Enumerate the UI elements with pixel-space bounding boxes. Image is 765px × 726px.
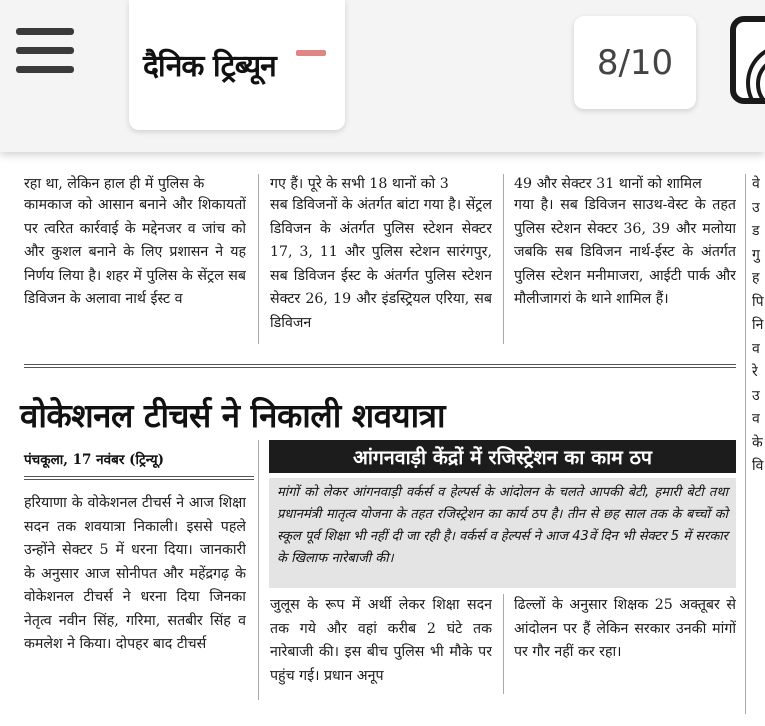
adjacent-column-char: व bbox=[752, 340, 760, 357]
hamburger-menu-icon[interactable] bbox=[16, 28, 76, 78]
adjacent-column-char: पि bbox=[752, 293, 764, 310]
column-divider bbox=[503, 174, 504, 344]
adjacent-column-char: व bbox=[752, 411, 760, 427]
adjacent-column-char: रे bbox=[752, 364, 758, 380]
adjacent-column-char: ह bbox=[752, 270, 760, 286]
epaper-page[interactable] bbox=[0, 152, 765, 726]
article-top-col3: गया है। सब डिविजन साउथ-वेस्ट के तहत पुलिस स्टेशन सेक्टर 36, 39 और मलोया जबकि सब डिविजन नार्थ-ईस्ट के अंतर्गत पुलिस स्टेशन मनीमाजरा, आईटी पार्क और मौलीजागरां के थाने शामिल हैं। bbox=[514, 197, 736, 307]
article-top-col1: कामकाज को आसान बनाने और शिकायतों पर त्वरित कार्रवाई के मद्देनजर व जांच को और कुशल बनाने के लिए प्रशासन ने यह निर्णय लिया है। शहर में पुलिस के सेंट्रल सब डिविजन के अलावा नार्थ ईस्ट व bbox=[24, 197, 246, 307]
article-main-col2: जुलूस के रूप में अर्थी लेकर शिक्षा सदन तक गये और वहां करीब 2 घंटे तक नारेबाजी की। इस बीच पुलिस भी मौके पर पहुंच गई। प्रधान अनूप bbox=[270, 597, 492, 684]
adjacent-column-char: के bbox=[752, 434, 763, 451]
column-divider bbox=[745, 174, 746, 714]
logo-text: दैनिक ट्रिब्यून bbox=[143, 49, 276, 84]
article-top-col2: सब डिविजनों के अंतर्गत बांटा गया है। सेंट्रल डिविजन के अंतर्गत पुलिस स्टेशन सेक्टर 17, 3, 11 और पुलिस स्टेशन सारंगपुर, सब डिविजन ईस्ट के अंतर्गत पुलिस स्टेशन सेक्टर 26, 19 और इंडस्ट्रियल एरिया, सब डिविजन bbox=[270, 197, 492, 331]
adjacent-column-char: उ bbox=[752, 199, 760, 216]
column-divider bbox=[258, 440, 259, 700]
adjacent-column-char: वि bbox=[752, 458, 764, 474]
newspaper-logo[interactable] bbox=[129, 0, 345, 130]
article-main-col1: हरियाणा के वोकेशनल टीचर्स ने आज शिक्षा सदन तक शवयात्रा निकाली। इससे पहले उन्होंने सेक्टर 5 में धरना दिया। जानकारी के अनुसार आज सोनीपत और महेंद्रगढ़ के वोकेशनल टीचर्स ने धरना दिया जिनका नेतृत्व नवीन सिंह, गरिमा, सतबीर सिंह व कमलेश ने किया। दोपहर बाद टीचर्स bbox=[24, 495, 246, 652]
page-indicator[interactable]: 8/10 bbox=[574, 16, 696, 109]
newspaper-icon[interactable] bbox=[730, 16, 765, 104]
logo-tagline-mark bbox=[296, 50, 326, 56]
article-dateline: पंचकूला, 17 नवंबर (ट्रिन्यू) bbox=[24, 452, 164, 468]
app-header bbox=[0, 0, 765, 152]
box-story-body: मांगों को लेकर आंगनवाड़ी वर्कर्स व हेल्पर्स के आंदोलन के चलते आपकी बेटी, हमारी बेटी तथा प्रधानमंत्री मातृत्व योजना के तहत रजिस्ट्रेशन का कार्य ठप है। तीन से छह साल तक के बच्चों को स्कूल पूर्व शिक्षा भी नहीं दी जा रही है। वर्कर्स व हेल्पर्स ने आज 43वें दिन भी सेक्टर 5 में सरकार के खिलाफ नारेबाजी की। bbox=[269, 478, 736, 588]
column-divider bbox=[503, 594, 504, 694]
section-separator bbox=[24, 364, 736, 368]
adjacent-column-char: ड bbox=[752, 223, 760, 239]
adjacent-column-char: उ bbox=[752, 387, 760, 404]
article-top-col1-cut-line: रहा था, लेकिन हाल ही में पुलिस के bbox=[24, 176, 205, 192]
article-main-col3: ढिल्लों के अनुसार शिक्षक 25 अक्तूबर से आंदोलन पर हैं लेकिन सरकार उनकी मांगों पर गौर नहीं कर रहा। bbox=[514, 597, 736, 660]
article-top-col3-cut-line: 49 और सेक्टर 31 थानों को शामिल bbox=[514, 176, 702, 192]
adjacent-column-char: गु bbox=[752, 246, 760, 263]
box-story-title: आंगनवाड़ी केंद्रों में रजिस्ट्रेशन का काम ठप bbox=[269, 440, 736, 473]
article-top-col2-cut-line: गए हैं। पूरे के सभी 18 थानों को 3 bbox=[270, 176, 449, 192]
adjacent-column-char: नि bbox=[752, 317, 764, 333]
column-divider bbox=[258, 174, 259, 344]
adjacent-column-char: वे bbox=[752, 176, 760, 192]
article-headline: वोकेशनल टीचर्स ने निकाली शवयात्रा bbox=[20, 396, 445, 435]
dateline-rule bbox=[24, 476, 254, 480]
